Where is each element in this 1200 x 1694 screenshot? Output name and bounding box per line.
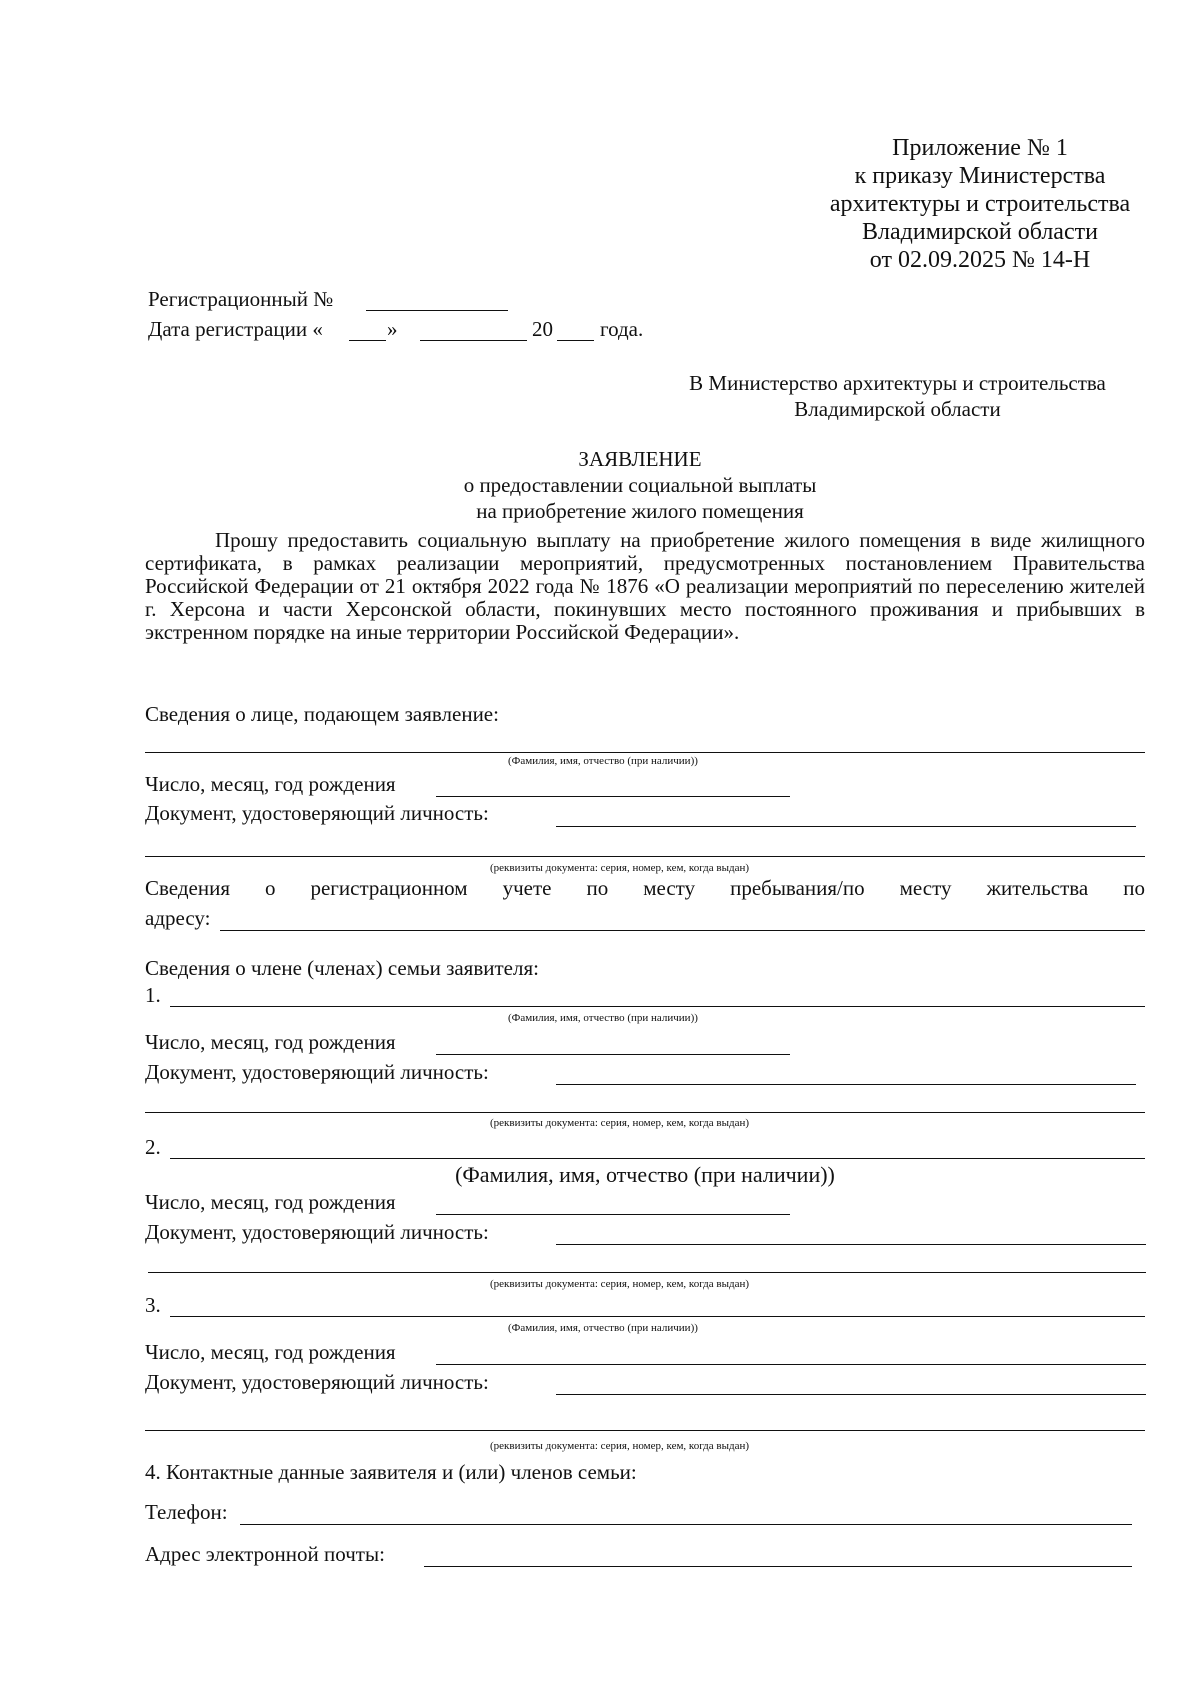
appendix-line-4: Владимирской области: [862, 219, 1098, 245]
reg-word-8: месту: [899, 876, 952, 900]
applicant-doc-caption: (реквизиты документа: серия, номер, кем, когда выдан): [490, 862, 750, 874]
registration-year-prefix: 20: [532, 317, 553, 341]
member-1-doc-field[interactable]: [556, 1084, 1136, 1085]
appendix-line-3: архитектуры и строительства: [829, 191, 1131, 217]
reg-word-7: пребывания/по: [730, 876, 865, 900]
registration-date-label: Дата регистрации «: [148, 317, 323, 341]
registration-year-field[interactable]: [557, 340, 594, 341]
appendix-line-2: к приказу Министерства: [854, 163, 1106, 189]
reg-word-9: жительства: [986, 876, 1089, 900]
phone-field[interactable]: [240, 1524, 1132, 1525]
reg-word-3: регистрационном: [310, 876, 468, 900]
applicant-doc-label: Документ, удостоверяющий личность:: [145, 801, 489, 825]
document-title-block: [420, 446, 860, 524]
reg-info-line: [145, 876, 1145, 900]
reg-word-4: учете: [502, 876, 552, 900]
member-2-doc-caption: (реквизиты документа: серия, номер, кем, когда выдан): [490, 1278, 750, 1290]
member-3-birth-field[interactable]: [436, 1364, 1146, 1365]
email-label: Адрес электронной почты:: [145, 1542, 385, 1566]
member-2-birth-label: Число, месяц, год рождения: [145, 1190, 396, 1214]
registration-year-suffix: года.: [600, 317, 644, 341]
document-subtitle-2: на приобретение жилого помещения: [476, 499, 804, 523]
reg-word-10: по: [1123, 876, 1145, 900]
applicant-fio-caption: (Фамилия, имя, отчество (при наличии)): [508, 755, 698, 767]
reg-word-1: Сведения: [145, 876, 230, 900]
request-text: Прошу предоставить социальную выплату на приобретение жилого помещения в виде жилищного сертификата, в рамках реализации мероприятий, предусмотренных постановлением Правительства Российской Федерации от 21 октября 2022 года № 1876 «О реализации мероприятий по переселению жителей г. Херсона и части Херсонской области, покинувших место постоянного проживания и прибывших в экстренном порядке на иные территории Российской Федерации».: [145, 528, 1145, 644]
addressee-block: [650, 370, 1145, 422]
reg-address-field[interactable]: [220, 930, 1145, 931]
request-paragraph: [145, 529, 1145, 644]
contacts-heading: 4. Контактные данные заявителя и (или) членов семьи:: [145, 1460, 637, 1484]
applicant-birth-label: Число, месяц, год рождения: [145, 772, 396, 796]
applicant-birth-field[interactable]: [436, 796, 790, 797]
member-3-doc-caption: (реквизиты документа: серия, номер, кем, когда выдан): [490, 1440, 750, 1452]
applicant-doc-field[interactable]: [556, 826, 1136, 827]
member-3-doc-field-2[interactable]: [145, 1430, 1145, 1431]
member-3-doc-field[interactable]: [556, 1394, 1146, 1395]
member-2-number: 2.: [145, 1135, 161, 1159]
reg-address-label: адресу:: [145, 906, 211, 930]
member-2-birth-field[interactable]: [436, 1214, 790, 1215]
document-subtitle-1: о предоставлении социальной выплаты: [463, 473, 817, 497]
family-heading: Сведения о члене (членах) семьи заявителя:: [145, 956, 539, 980]
applicant-doc-field-2[interactable]: [145, 856, 1145, 857]
appendix-line-1: Приложение № 1: [892, 135, 1068, 161]
member-1-doc-field-2[interactable]: [145, 1112, 1145, 1113]
addressee-line-1: В Министерство архитектуры и строительства: [689, 371, 1106, 395]
registration-number-field[interactable]: [366, 310, 508, 311]
member-2-doc-field[interactable]: [556, 1244, 1146, 1245]
member-2-fio-field[interactable]: [170, 1158, 1145, 1159]
member-2-fio-caption: (Фамилия, имя, отчество (при наличии)): [455, 1162, 835, 1187]
reg-word-2: о: [264, 876, 276, 900]
addressee-line-2: Владимирской области: [794, 397, 1001, 421]
member-1-doc-label: Документ, удостоверяющий личность:: [145, 1060, 489, 1084]
registration-number-label: Регистрационный №: [148, 287, 334, 311]
member-3-fio-field[interactable]: [170, 1316, 1145, 1317]
registration-date-close: »: [387, 317, 398, 341]
registration-month-field[interactable]: [420, 340, 527, 341]
reg-word-5: по: [586, 876, 609, 900]
registration-day-field[interactable]: [349, 340, 386, 341]
member-1-birth-label: Число, месяц, год рождения: [145, 1030, 396, 1054]
email-field[interactable]: [424, 1566, 1132, 1567]
member-3-number: 3.: [145, 1293, 161, 1317]
member-1-doc-caption: (реквизиты документа: серия, номер, кем, когда выдан): [490, 1117, 750, 1129]
member-1-fio-caption: (Фамилия, имя, отчество (при наличии)): [508, 1012, 698, 1024]
applicant-fio-field[interactable]: [145, 752, 1145, 753]
member-3-fio-caption: (Фамилия, имя, отчество (при наличии)): [508, 1322, 698, 1334]
member-2-doc-field-2[interactable]: [148, 1272, 1146, 1273]
document-title: ЗАЯВЛЕНИЕ: [578, 447, 702, 471]
member-1-fio-field[interactable]: [170, 1006, 1145, 1007]
member-1-number: 1.: [145, 983, 161, 1007]
member-1-birth-field[interactable]: [436, 1054, 790, 1055]
appendix-line-5: от 02.09.2025 № 14-Н: [869, 247, 1091, 273]
phone-label: Телефон:: [145, 1500, 228, 1524]
reg-word-6: месту: [643, 876, 696, 900]
member-2-doc-label: Документ, удостоверяющий личность:: [145, 1220, 489, 1244]
member-3-birth-label: Число, месяц, год рождения: [145, 1340, 396, 1364]
member-3-doc-label: Документ, удостоверяющий личность:: [145, 1370, 489, 1394]
applicant-heading: Сведения о лице, подающем заявление:: [145, 702, 499, 726]
appendix-block: [760, 134, 1200, 274]
